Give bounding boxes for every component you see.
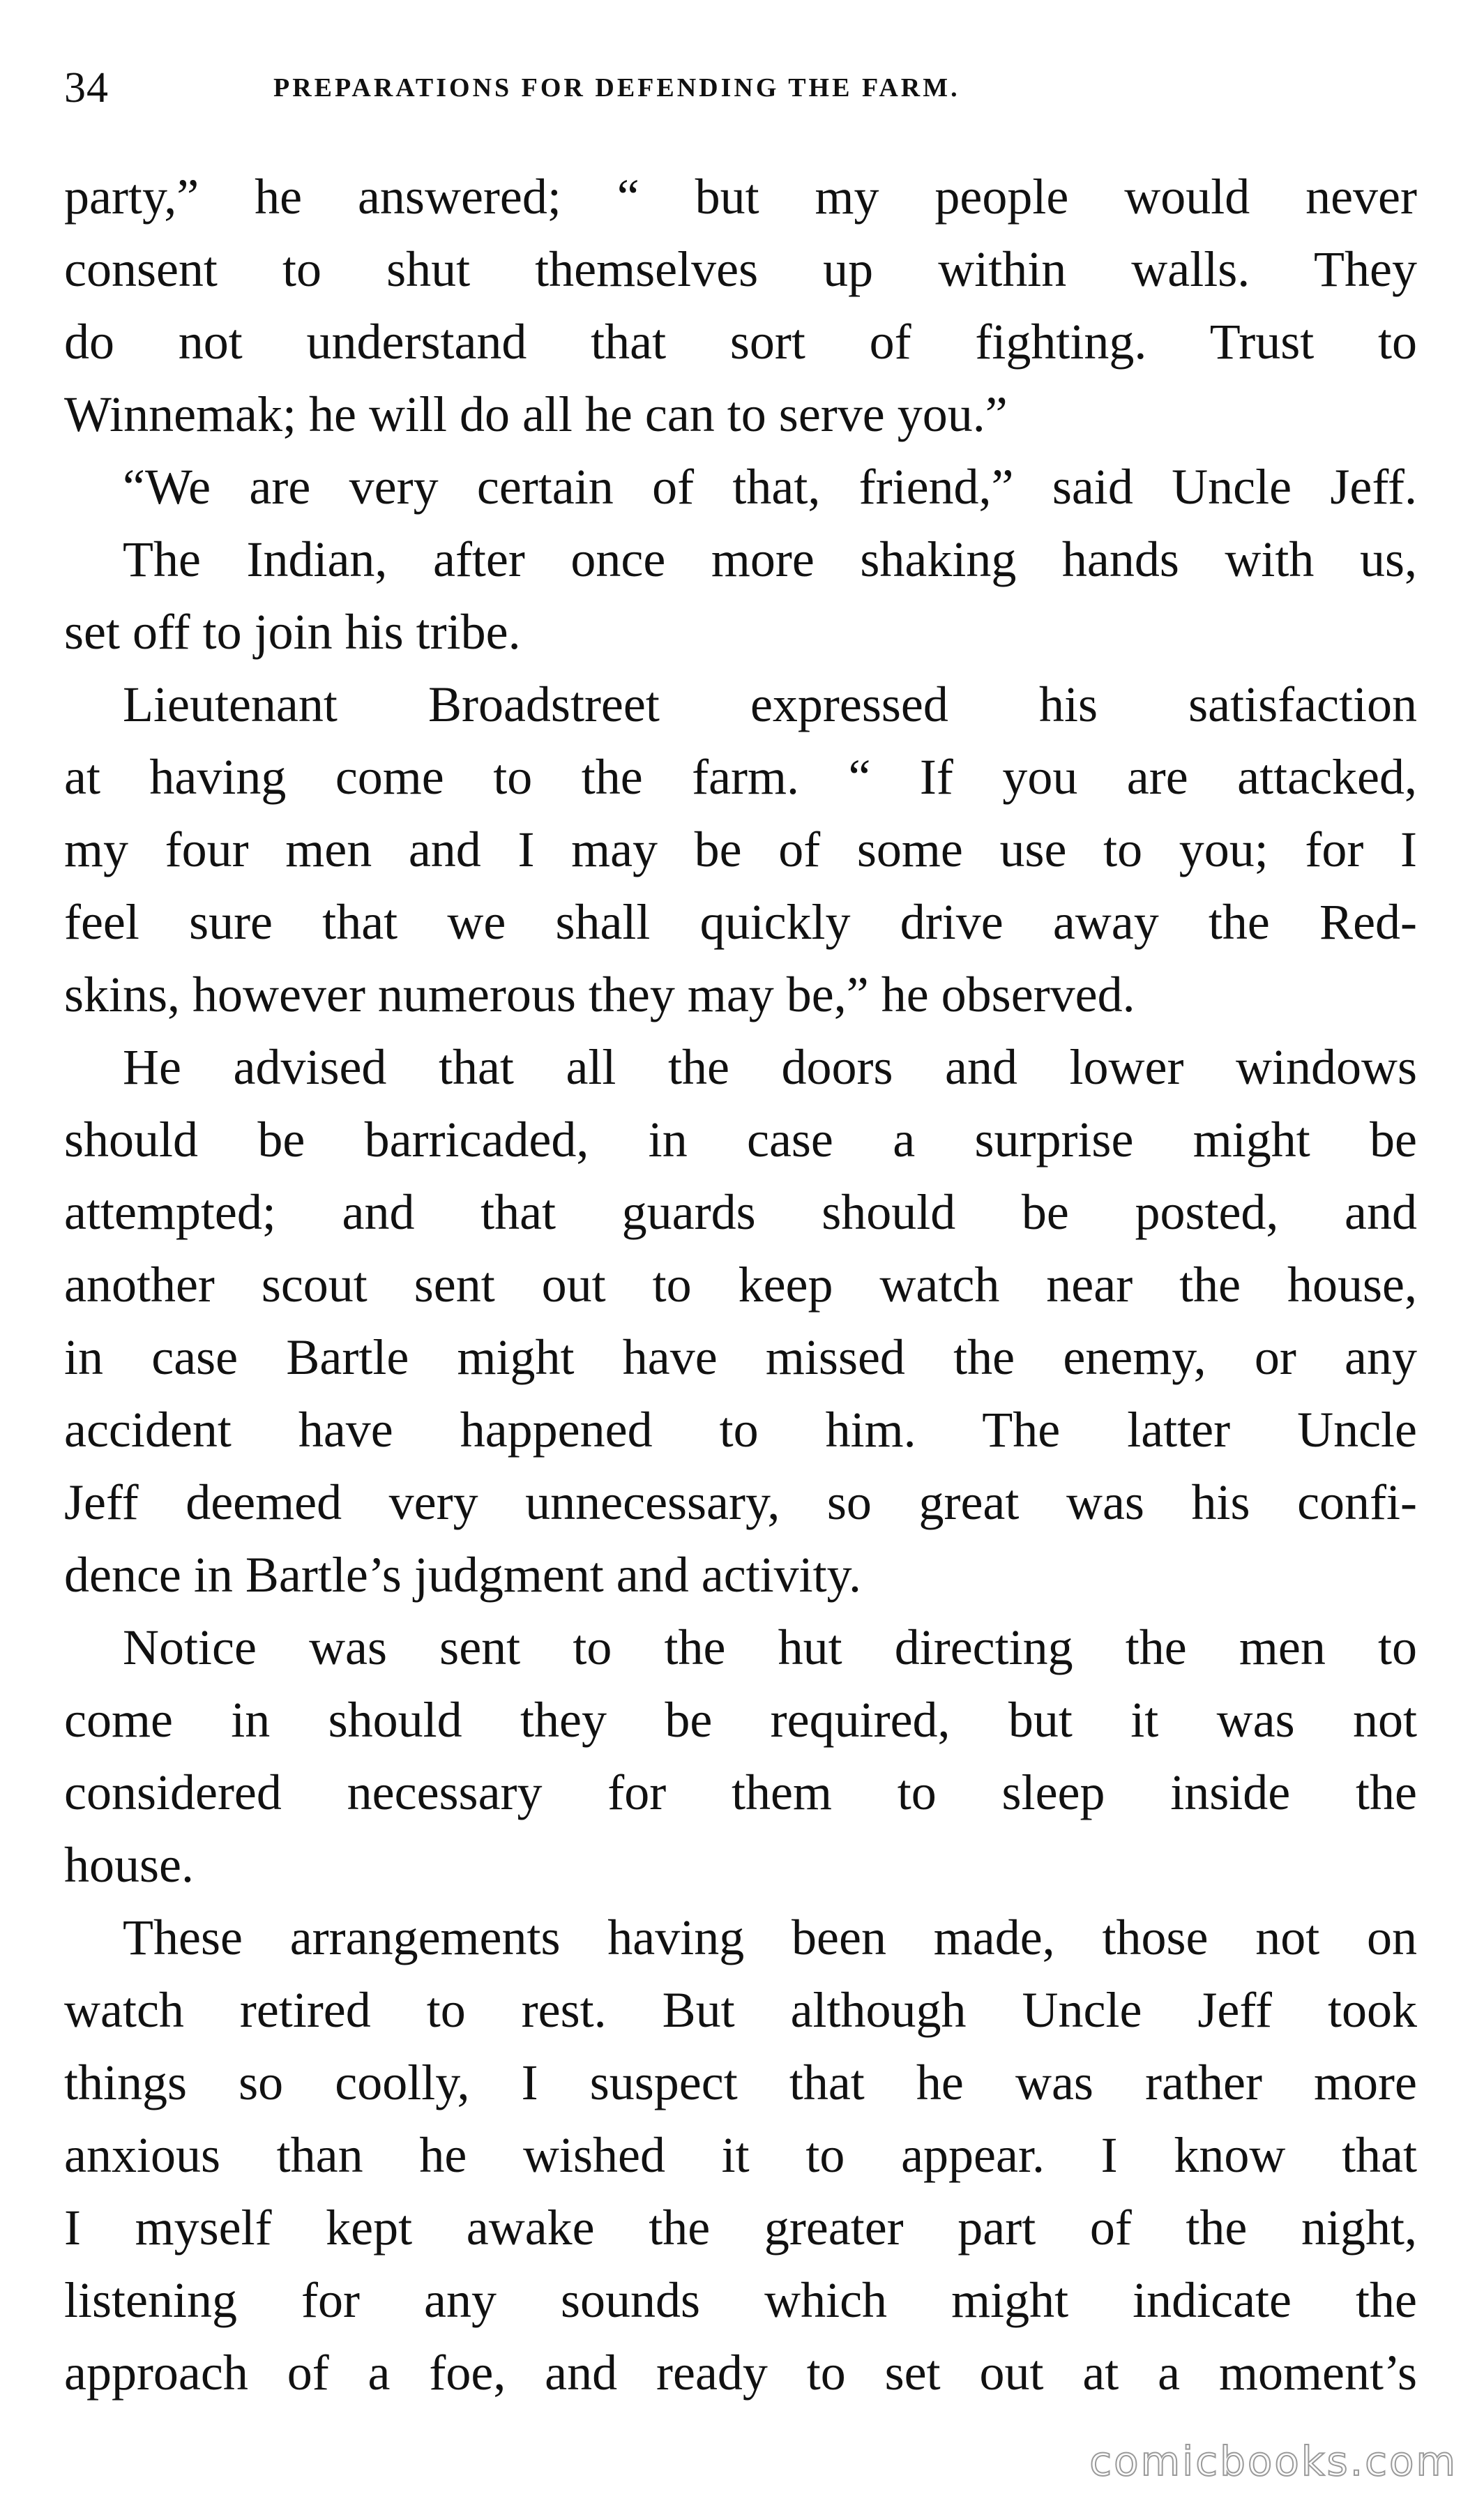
text-line: things so coolly, I suspect that he was rather more	[64, 2055, 1417, 2110]
text-line: dence in Bartle’s judgment and activity.	[64, 1547, 861, 1603]
text-line: Jeff deemed very unnecessary, so great was his confi-	[64, 1474, 1417, 1530]
text-line: my four men and I may be of some use to you; for I	[64, 822, 1417, 877]
text-line: The Indian, after once more shaking hands with us,	[123, 531, 1417, 587]
running-head	[64, 60, 1410, 116]
text-line: house.	[64, 1837, 194, 1893]
text-line: another scout sent out to keep watch near the house,	[64, 1257, 1417, 1313]
text-line: listening for any sounds which might indicate the	[64, 2272, 1417, 2328]
text-line: come in should they be required, but it was not	[64, 1692, 1417, 1748]
page-number: 34	[64, 64, 109, 112]
watermark: comicbooks.com	[1089, 2438, 1458, 2485]
text-line: Notice was sent to the hut directing the men to	[123, 1619, 1417, 1675]
text-line: considered necessary for them to sleep inside the	[64, 1765, 1417, 1820]
text-line: at having come to the farm. “ If you are attacked,	[64, 749, 1417, 805]
text-line: accident have happened to him. The latter Uncle	[64, 1402, 1417, 1458]
text-line: Winnemak; he will do all he can to serve you.”	[64, 386, 1008, 442]
text-line: “We are very certain of that, friend,” said Uncle Jeff.	[123, 459, 1417, 515]
text-line: approach of a foe, and ready to set out at a moment’s	[64, 2345, 1417, 2401]
text-line: should be barricaded, in case a surprise might be	[64, 1112, 1417, 1168]
text-line: set off to join his tribe.	[64, 604, 521, 660]
text-line: These arrangements having been made, those not on	[123, 1910, 1417, 1965]
text-line: watch retired to rest. But although Uncle Jeff took	[64, 1982, 1417, 2038]
text-line: do not understand that sort of fighting. Trust to	[64, 314, 1417, 370]
body-text	[64, 160, 1417, 2409]
text-line: consent to shut themselves up within walls. They	[64, 241, 1417, 297]
text-line: He advised that all the doors and lower windows	[123, 1039, 1417, 1095]
text-line: in case Bartle might have missed the enemy, or any	[64, 1329, 1417, 1385]
text-line: feel sure that we shall quickly drive away the Red-	[64, 894, 1417, 950]
text-line: I myself kept awake the greater part of the night,	[64, 2200, 1417, 2256]
text-line: attempted; and that guards should be posted, and	[64, 1184, 1417, 1240]
text-line: Lieutenant Broadstreet expressed his satisfaction	[123, 677, 1417, 732]
text-line: skins, however numerous they may be,” he observed.	[64, 967, 1135, 1022]
text-line: party,” he answered; “ but my people would never	[64, 169, 1417, 225]
text-line: anxious than he wished it to appear. I know that	[64, 2127, 1417, 2183]
running-title: PREPARATIONS FOR DEFENDING THE FARM.	[273, 73, 960, 103]
